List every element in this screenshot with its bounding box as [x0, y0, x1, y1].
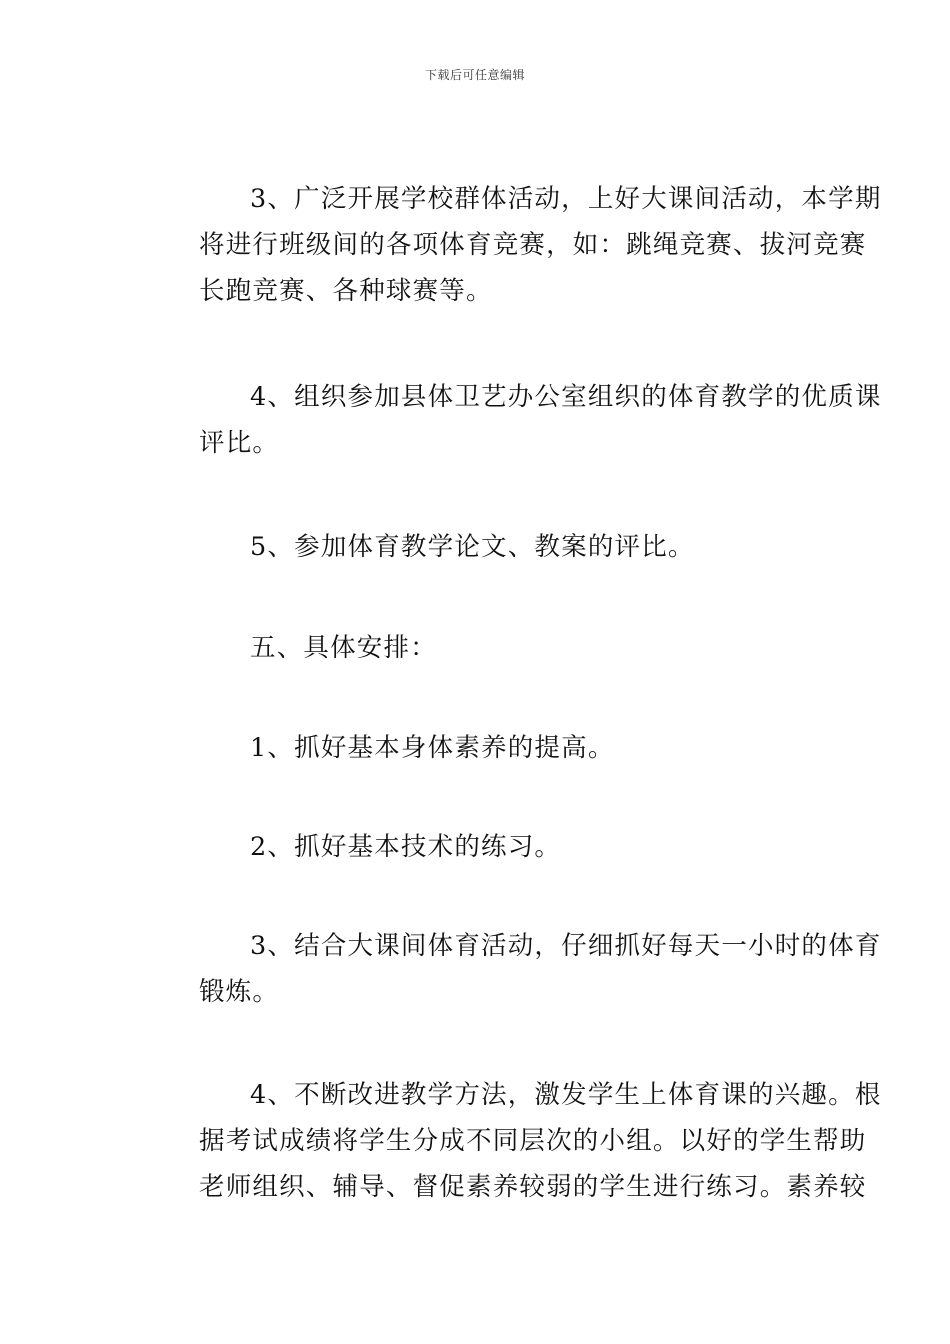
paragraph-plan-3	[148, 923, 882, 1015]
section-heading-arrangement	[148, 625, 813, 671]
paragraph-line: 锻炼。	[199, 977, 280, 1007]
paragraph-line: 将进行班级间的各项体育竞赛，如：跳绳竞赛、拔河竞赛	[199, 230, 867, 260]
paragraph-line: 长跑竞赛、各种球赛等。	[199, 276, 493, 306]
page-header-note: 下载后可任意编辑	[424, 68, 525, 82]
paragraph-item-4-competition	[148, 374, 882, 466]
paragraph-line: 据考试成绩将学生分成不同层次的小组。以好的学生帮助	[199, 1126, 867, 1156]
paragraph-line: 4、不断改进教学方法，激发学生上体育课的兴趣。根	[250, 1080, 882, 1110]
paragraph-item-3-activities	[148, 176, 882, 314]
paragraph-line: 五、具体安排：	[250, 633, 437, 663]
paragraph-line: 4、组织参加县体卫艺办公室组织的体育教学的优质课	[250, 382, 882, 412]
paragraph-line: 3、结合大课间体育活动，仔细抓好每天一小时的体育	[250, 931, 882, 961]
paragraph-item-5-papers	[148, 524, 813, 570]
paragraph-line: 1、抓好基本身体素养的提高。	[250, 733, 615, 763]
paragraph-line: 评比。	[199, 428, 280, 458]
paragraph-plan-1	[148, 725, 813, 771]
paragraph-line: 老师组织、辅导、督促素养较弱的学生进行练习。素养较	[199, 1172, 867, 1202]
paragraph-line: 5、参加体育教学论文、教案的评比。	[250, 532, 695, 562]
paragraph-line: 2、抓好基本技术的练习。	[250, 832, 562, 862]
paragraph-line: 3、广泛开展学校群体活动，上好大课间活动，本学期	[250, 184, 882, 214]
paragraph-plan-2	[148, 824, 813, 870]
paragraph-plan-4	[148, 1072, 882, 1210]
